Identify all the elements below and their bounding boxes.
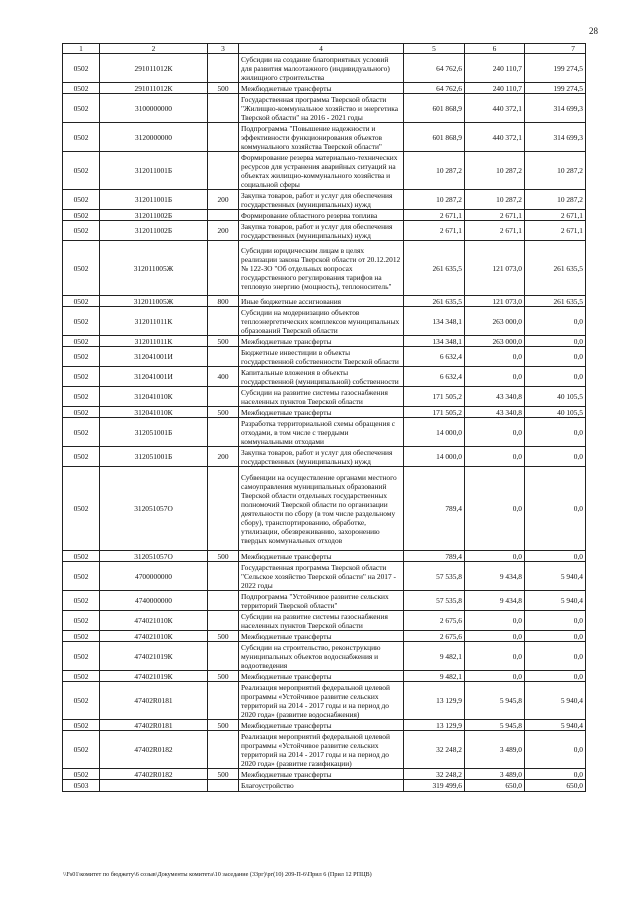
amount-year-1: 134 348,1 (404, 336, 465, 347)
amount-year-3: 0,0 (525, 769, 586, 780)
item-description: Субсидии на модернизацию объектов теплоэнергетических комплексов муниципальных образований Тверской области (239, 307, 404, 336)
target-article-code: 312051001Б (100, 447, 208, 467)
target-article-code: 312011002Б (100, 210, 208, 221)
amount-year-3: 10 287,2 (525, 152, 586, 190)
table-row (63, 336, 586, 347)
expense-type-code: 500 (208, 336, 239, 347)
amount-year-2: 240 110,7 (465, 83, 525, 94)
target-article-code: 312011002Б (100, 221, 208, 241)
expense-type-code (208, 152, 239, 190)
amount-year-2: 650,0 (465, 780, 525, 792)
target-article-code: 312011001Б (100, 190, 208, 210)
target-article-code: 474021010К (100, 611, 208, 631)
expense-type-code (208, 642, 239, 671)
expense-type-code (208, 780, 239, 792)
target-article-code: 312051057О (100, 467, 208, 551)
section-code: 0502 (63, 562, 100, 591)
target-article-code: 3120000000 (100, 123, 208, 152)
amount-year-2: 0,0 (465, 671, 525, 682)
amount-year-1: 10 287,2 (404, 152, 465, 190)
header-col-7: 7 (525, 44, 586, 54)
item-description: Закупка товаров, работ и услуг для обеспечения государственных (муниципальных) нужд (239, 447, 404, 467)
section-code: 0502 (63, 642, 100, 671)
amount-year-1: 9 482,1 (404, 642, 465, 671)
amount-year-3: 0,0 (525, 631, 586, 642)
item-description: Межбюджетные трансферты (239, 551, 404, 562)
section-code: 0502 (63, 769, 100, 780)
amount-year-2: 2 671,1 (465, 221, 525, 241)
amount-year-2: 263 000,0 (465, 336, 525, 347)
item-description: Подпрограмма "Повышение надежности и эффективности функционирования объектов коммунального хозяйства Тверской области" (239, 123, 404, 152)
amount-year-2: 3 489,0 (465, 731, 525, 769)
expense-type-code (208, 387, 239, 407)
table-row (63, 769, 586, 780)
item-description: Субсидии юридическим лицам в целях реализации закона Тверской области от 20.12.2012 № 122-ЗО "Об отдельных вопросах государственного регулирования тарифов на тепловую энергию (мощность), теплоноситель" (239, 241, 404, 296)
table-row (63, 682, 586, 720)
table-row (63, 418, 586, 447)
item-description: Межбюджетные трансферты (239, 336, 404, 347)
amount-year-3: 650,0 (525, 780, 586, 792)
amount-year-3: 0,0 (525, 611, 586, 631)
section-code: 0502 (63, 682, 100, 720)
item-description: Формирование резерва материально-технических ресурсов для устранения аварийных ситуаций на объектах жилищно-коммунального хозяйства и социальной сферы (239, 152, 404, 190)
expense-type-code: 800 (208, 296, 239, 307)
amount-year-2: 10 287,2 (465, 190, 525, 210)
item-description: Благоустройство (239, 780, 404, 792)
amount-year-2: 3 489,0 (465, 769, 525, 780)
table-row (63, 190, 586, 210)
header-col-5: 5 (404, 44, 465, 54)
amount-year-2: 0,0 (465, 418, 525, 447)
amount-year-2: 43 340,8 (465, 387, 525, 407)
item-description: Субсидии на развитие системы газоснабжения населенных пунктов Тверской области (239, 611, 404, 631)
amount-year-1: 32 248,2 (404, 769, 465, 780)
section-code: 0502 (63, 731, 100, 769)
amount-year-2: 0,0 (465, 611, 525, 631)
table-row (63, 447, 586, 467)
section-code: 0502 (63, 407, 100, 418)
amount-year-2: 0,0 (465, 551, 525, 562)
target-article-code: 474021019К (100, 671, 208, 682)
table-row (63, 642, 586, 671)
table-row (63, 296, 586, 307)
amount-year-1: 32 248,2 (404, 731, 465, 769)
amount-year-1: 789,4 (404, 551, 465, 562)
amount-year-1: 64 762,6 (404, 54, 465, 83)
item-description: Капитальные вложения в объекты государственной (муниципальной) собственности (239, 367, 404, 387)
amount-year-3: 5 940,4 (525, 562, 586, 591)
amount-year-1: 2 675,6 (404, 631, 465, 642)
amount-year-1: 261 635,5 (404, 296, 465, 307)
amount-year-3: 314 699,3 (525, 123, 586, 152)
amount-year-3: 261 635,5 (525, 241, 586, 296)
expense-type-code (208, 562, 239, 591)
section-code: 0502 (63, 551, 100, 562)
amount-year-3: 5 940,4 (525, 682, 586, 720)
expense-type-code (208, 731, 239, 769)
expense-type-code (208, 241, 239, 296)
section-code: 0502 (63, 241, 100, 296)
amount-year-1: 10 287,2 (404, 190, 465, 210)
amount-year-2: 9 434,8 (465, 562, 525, 591)
amount-year-1: 2 675,6 (404, 611, 465, 631)
target-article-code: 4740000000 (100, 591, 208, 611)
expense-type-code: 500 (208, 720, 239, 731)
amount-year-2: 263 000,0 (465, 307, 525, 336)
amount-year-2: 2 671,1 (465, 210, 525, 221)
section-code: 0502 (63, 720, 100, 731)
section-code: 0502 (63, 123, 100, 152)
item-description: Реализация мероприятий федеральной целевой программы «Устойчивое развитие сельских территорий на 2014 - 2017 годы и на период до 2020 года» (развитие водоснабжения) (239, 682, 404, 720)
expense-type-code: 200 (208, 190, 239, 210)
table-row (63, 387, 586, 407)
table-row (63, 307, 586, 336)
amount-year-2: 0,0 (465, 642, 525, 671)
amount-year-2: 10 287,2 (465, 152, 525, 190)
amount-year-1: 57 535,8 (404, 562, 465, 591)
amount-year-2: 0,0 (465, 631, 525, 642)
item-description: Бюджетные инвестиции в объекты государственной собственности Тверской области (239, 347, 404, 367)
expense-type-code: 500 (208, 551, 239, 562)
item-description: Формирование областного резерва топлива (239, 210, 404, 221)
table-body (63, 54, 586, 792)
expense-type-code (208, 682, 239, 720)
amount-year-3: 261 635,5 (525, 296, 586, 307)
amount-year-3: 2 671,1 (525, 221, 586, 241)
target-article-code: 291011012К (100, 83, 208, 94)
section-code: 0502 (63, 611, 100, 631)
expense-type-code (208, 94, 239, 123)
target-article-code: 312041010К (100, 407, 208, 418)
amount-year-2: 440 372,1 (465, 123, 525, 152)
amount-year-3: 0,0 (525, 551, 586, 562)
target-article-code: 474021010К (100, 631, 208, 642)
target-article-code: 312011005Ж (100, 296, 208, 307)
amount-year-1: 6 632,4 (404, 367, 465, 387)
amount-year-1: 601 868,9 (404, 94, 465, 123)
target-article-code: 47402R0182 (100, 731, 208, 769)
item-description: Государственная программа Тверской области "Сельское хозяйство Тверской области" на 2017 - 2022 годы (239, 562, 404, 591)
item-description: Межбюджетные трансферты (239, 720, 404, 731)
header-col-3: 3 (208, 44, 239, 54)
item-description: Субсидии на создание благоприятных условий для развития малоэтажного (индивидуального) жилищного строительства (239, 54, 404, 83)
amount-year-1: 319 499,6 (404, 780, 465, 792)
target-article-code: 312011001Б (100, 152, 208, 190)
section-code: 0502 (63, 467, 100, 551)
target-article-code: 312011011К (100, 307, 208, 336)
amount-year-3: 0,0 (525, 418, 586, 447)
amount-year-3: 0,0 (525, 336, 586, 347)
target-article-code: 312051057О (100, 551, 208, 562)
table-row (63, 551, 586, 562)
section-code: 0502 (63, 54, 100, 83)
expense-type-code: 500 (208, 769, 239, 780)
item-description: Межбюджетные трансферты (239, 769, 404, 780)
amount-year-1: 13 129,9 (404, 682, 465, 720)
amount-year-3: 40 105,5 (525, 387, 586, 407)
item-description: Закупка товаров, работ и услуг для обеспечения государственных (муниципальных) нужд (239, 190, 404, 210)
item-description: Межбюджетные трансферты (239, 671, 404, 682)
section-code: 0502 (63, 447, 100, 467)
item-description: Межбюджетные трансферты (239, 407, 404, 418)
header-col-2: 2 (100, 44, 208, 54)
amount-year-3: 0,0 (525, 671, 586, 682)
section-code: 0502 (63, 367, 100, 387)
section-code: 0502 (63, 418, 100, 447)
target-article-code: 47402R0182 (100, 769, 208, 780)
item-description: Субсидии на развитие системы газоснабжения населенных пунктов Тверской области (239, 387, 404, 407)
header-col-1: 1 (63, 44, 100, 54)
table-row (63, 54, 586, 83)
amount-year-2: 0,0 (465, 467, 525, 551)
page-number: 28 (589, 26, 598, 36)
item-description: Межбюджетные трансферты (239, 83, 404, 94)
target-article-code: 474021019К (100, 642, 208, 671)
target-article-code (100, 780, 208, 792)
expense-type-code (208, 347, 239, 367)
expense-type-code (208, 54, 239, 83)
amount-year-1: 14 000,0 (404, 447, 465, 467)
amount-year-1: 14 000,0 (404, 418, 465, 447)
expense-type-code (208, 210, 239, 221)
amount-year-1: 2 671,1 (404, 221, 465, 241)
amount-year-3: 10 287,2 (525, 190, 586, 210)
amount-year-2: 440 372,1 (465, 94, 525, 123)
section-code: 0502 (63, 190, 100, 210)
amount-year-3: 199 274,5 (525, 54, 586, 83)
amount-year-3: 0,0 (525, 467, 586, 551)
amount-year-2: 0,0 (465, 347, 525, 367)
amount-year-1: 261 635,5 (404, 241, 465, 296)
item-description: Реализация мероприятий федеральной целевой программы «Устойчивое развитие сельских территорий на 2014 - 2017 годы и на период до 2020 года» (развитие газификации) (239, 731, 404, 769)
header-col-6: 6 (465, 44, 525, 54)
amount-year-3: 0,0 (525, 642, 586, 671)
header-col-4: 4 (239, 44, 404, 54)
amount-year-1: 134 348,1 (404, 307, 465, 336)
amount-year-3: 314 699,3 (525, 94, 586, 123)
table-row (63, 152, 586, 190)
target-article-code: 47402R0181 (100, 682, 208, 720)
amount-year-2: 240 110,7 (465, 54, 525, 83)
amount-year-3: 0,0 (525, 347, 586, 367)
table-row (63, 467, 586, 551)
expense-type-code (208, 418, 239, 447)
section-code: 0502 (63, 296, 100, 307)
amount-year-2: 121 073,0 (465, 241, 525, 296)
expense-type-code (208, 611, 239, 631)
item-description: Иные бюджетные ассигнования (239, 296, 404, 307)
table-row (63, 731, 586, 769)
expense-type-code: 500 (208, 671, 239, 682)
table-row (63, 221, 586, 241)
item-description: Субсидии на строительство, реконструкцию муниципальных объектов водоснабжения и водоотведения (239, 642, 404, 671)
amount-year-2: 43 340,8 (465, 407, 525, 418)
amount-year-2: 5 945,8 (465, 720, 525, 731)
item-description: Государственная программа Тверской области "Жилищно-коммунальное хозяйство и энергетика Тверской области" на 2016 - 2021 годы (239, 94, 404, 123)
expense-type-code: 200 (208, 221, 239, 241)
item-description: Закупка товаров, работ и услуг для обеспечения государственных (муниципальных) нужд (239, 221, 404, 241)
target-article-code: 312051001Б (100, 418, 208, 447)
amount-year-3: 0,0 (525, 307, 586, 336)
target-article-code: 312011005Ж (100, 241, 208, 296)
footer-file-path: \\Fs01\комитет по бюджету\6 созыв\Документы комитета\10 заседание (33рг)\рг(10) 209-П-6\Прил 6 (Прил 12 РПЦВ) (63, 871, 372, 878)
section-code: 0502 (63, 671, 100, 682)
table-row (63, 241, 586, 296)
section-code: 0502 (63, 387, 100, 407)
amount-year-3: 0,0 (525, 731, 586, 769)
section-code: 0502 (63, 307, 100, 336)
amount-year-2: 5 945,8 (465, 682, 525, 720)
amount-year-2: 121 073,0 (465, 296, 525, 307)
table-row (63, 780, 586, 792)
table-row (63, 562, 586, 591)
expense-type-code: 500 (208, 83, 239, 94)
amount-year-3: 5 940,4 (525, 591, 586, 611)
budget-table (62, 43, 586, 792)
item-description: Субвенции на осуществление органами местного самоуправления муниципальных образований Тверской области отдельных государственных полномочий Тверской области по организации деятельности по сбору (в том числе раздельному сбору), транспортированию, обработке, утилизации, обезвреживанию, захоронению твердых коммунальных отходов (239, 467, 404, 551)
table-row (63, 367, 586, 387)
section-code: 0502 (63, 221, 100, 241)
expense-type-code (208, 591, 239, 611)
expense-type-code: 500 (208, 407, 239, 418)
section-code: 0502 (63, 94, 100, 123)
amount-year-1: 64 762,6 (404, 83, 465, 94)
header-row (63, 44, 586, 54)
amount-year-1: 13 129,9 (404, 720, 465, 731)
table-row (63, 631, 586, 642)
amount-year-2: 0,0 (465, 447, 525, 467)
table-row (63, 210, 586, 221)
target-article-code: 312041010К (100, 387, 208, 407)
table-row (63, 83, 586, 94)
table-row (63, 591, 586, 611)
amount-year-1: 2 671,1 (404, 210, 465, 221)
amount-year-1: 789,4 (404, 467, 465, 551)
table-row (63, 123, 586, 152)
table-row (63, 94, 586, 123)
expense-type-code: 500 (208, 631, 239, 642)
amount-year-3: 0,0 (525, 367, 586, 387)
target-article-code: 47402R0181 (100, 720, 208, 731)
table-row (63, 671, 586, 682)
amount-year-1: 171 505,2 (404, 387, 465, 407)
section-code: 0502 (63, 210, 100, 221)
amount-year-3: 2 671,1 (525, 210, 586, 221)
section-code: 0502 (63, 591, 100, 611)
target-article-code: 291011012К (100, 54, 208, 83)
expense-type-code (208, 467, 239, 551)
section-code: 0503 (63, 780, 100, 792)
amount-year-1: 9 482,1 (404, 671, 465, 682)
expense-type-code (208, 307, 239, 336)
item-description: Подпрограмма "Устойчивое развитие сельских территорий Тверской области" (239, 591, 404, 611)
section-code: 0502 (63, 152, 100, 190)
target-article-code: 312041001И (100, 367, 208, 387)
section-code: 0502 (63, 336, 100, 347)
target-article-code: 312041001И (100, 347, 208, 367)
table-row (63, 611, 586, 631)
amount-year-2: 9 434,8 (465, 591, 525, 611)
item-description: Разработка территориальной схемы обращения с отходами, в том числе с твердыми коммунальными отходами (239, 418, 404, 447)
section-code: 0502 (63, 347, 100, 367)
target-article-code: 312011011К (100, 336, 208, 347)
expense-type-code: 200 (208, 447, 239, 467)
target-article-code: 4700000000 (100, 562, 208, 591)
amount-year-2: 0,0 (465, 367, 525, 387)
amount-year-1: 601 868,9 (404, 123, 465, 152)
amount-year-3: 5 940,4 (525, 720, 586, 731)
section-code: 0502 (63, 631, 100, 642)
expense-type-code (208, 123, 239, 152)
amount-year-3: 0,0 (525, 447, 586, 467)
section-code: 0502 (63, 83, 100, 94)
item-description: Межбюджетные трансферты (239, 631, 404, 642)
table-row (63, 407, 586, 418)
amount-year-1: 57 535,8 (404, 591, 465, 611)
table-row (63, 720, 586, 731)
amount-year-3: 40 105,5 (525, 407, 586, 418)
amount-year-1: 6 632,4 (404, 347, 465, 367)
expense-type-code: 400 (208, 367, 239, 387)
amount-year-1: 171 505,2 (404, 407, 465, 418)
target-article-code: 3100000000 (100, 94, 208, 123)
table-row (63, 347, 586, 367)
amount-year-3: 199 274,5 (525, 83, 586, 94)
